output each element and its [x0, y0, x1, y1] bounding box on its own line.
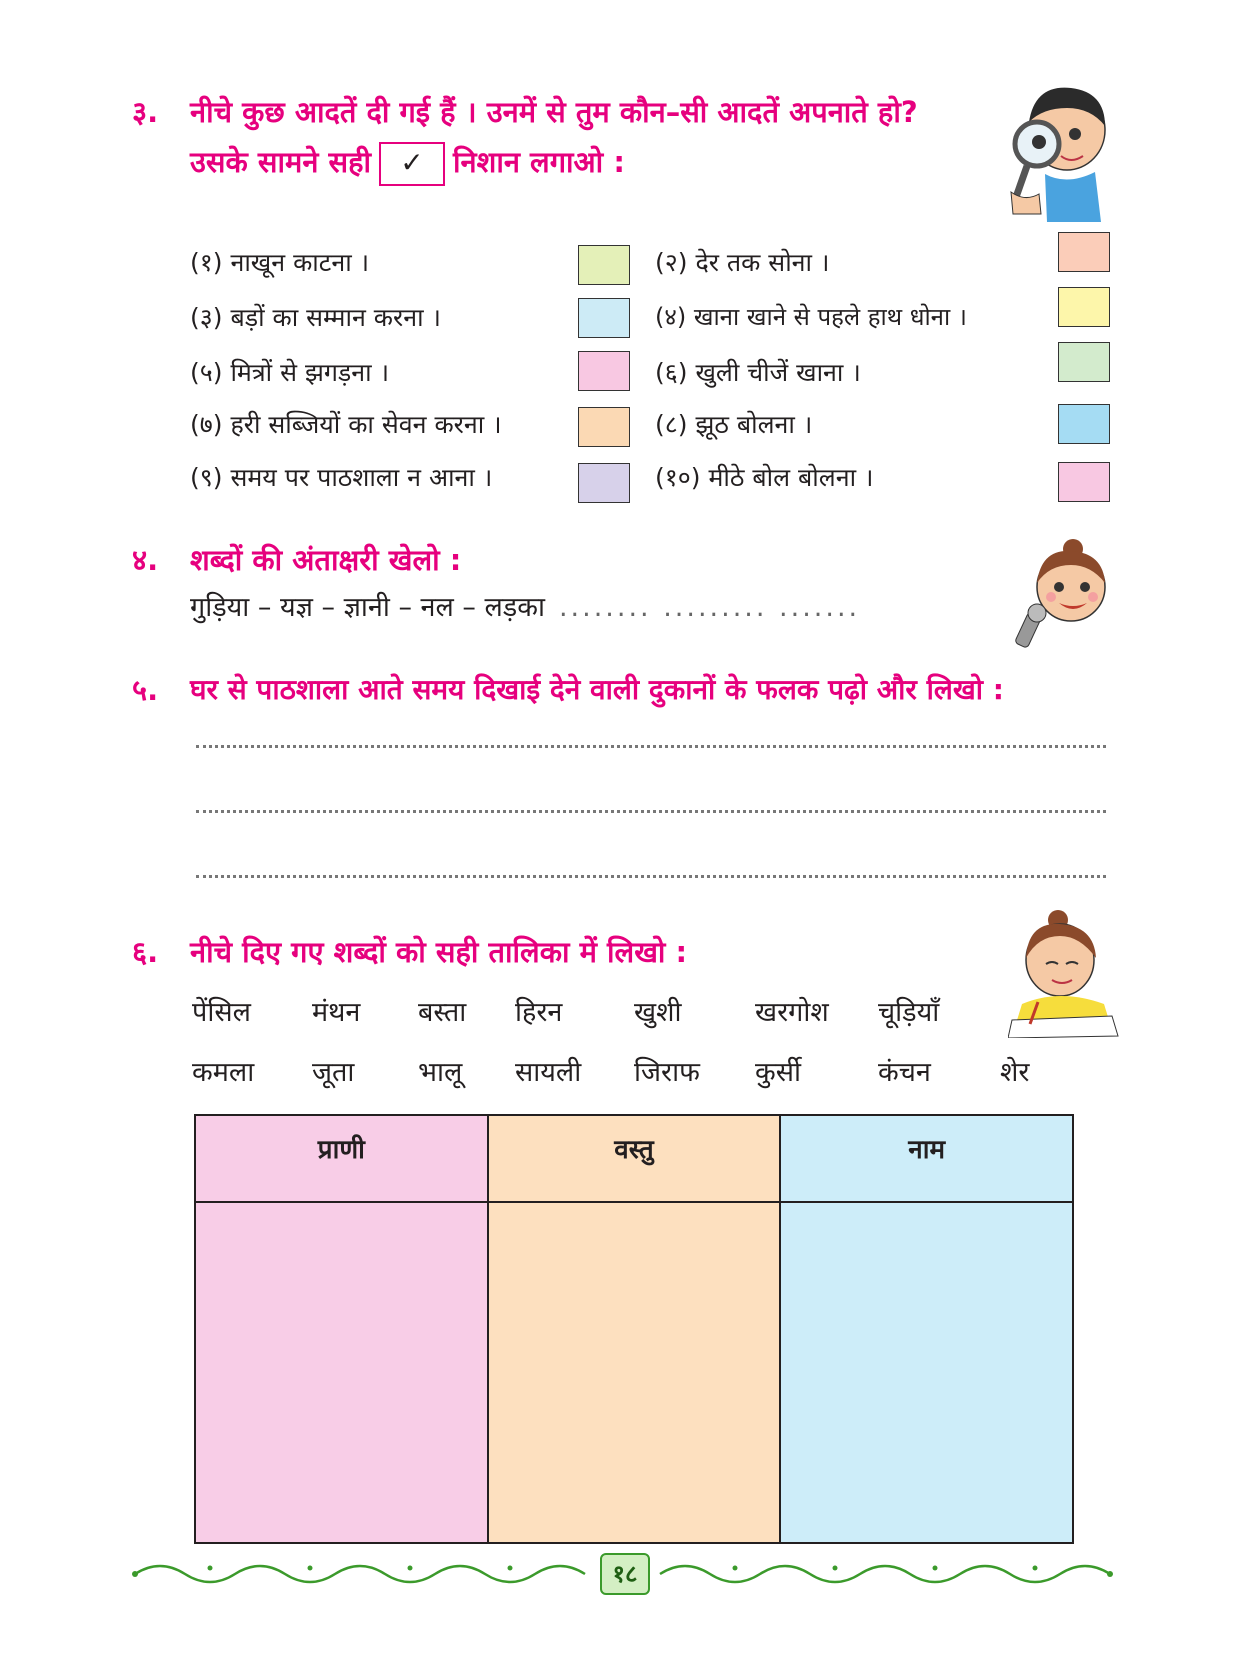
word-kanchan: कंचन — [878, 1057, 931, 1088]
habit-checkbox-7[interactable] — [578, 407, 630, 447]
classification-table — [194, 1114, 1074, 1544]
word-hiran: हिरन — [515, 997, 563, 1028]
q6-title: नीचे दिए गए शब्दों को सही तालिका में लिखो : — [190, 935, 688, 969]
q3-instruction-line2 — [190, 142, 625, 186]
word-bhalu: भालू — [418, 1057, 463, 1088]
q3-line2-before: उसके सामने सही — [190, 145, 372, 179]
word-giraffe: जिराफ — [634, 1057, 700, 1088]
word-khushi: खुशी — [634, 997, 682, 1028]
habit-item-9: (९) समय पर पाठशाला न आना । — [190, 463, 493, 492]
habit-item-2: (२) देर तक सोना । — [655, 248, 830, 277]
q5-title: घर से पाठशाला आते समय दिखाई देने वाली दुकानों के फलक पढ़ो और लिखो : — [190, 673, 1004, 706]
q4-title: शब्दों की अंताक्षरी खेलो : — [190, 543, 462, 577]
answer-line-1[interactable] — [196, 745, 1106, 748]
word-pencil: पेंसिल — [192, 997, 251, 1028]
word-chudiyan: चूड़ियाँ — [878, 997, 940, 1028]
habit-checkbox-10[interactable] — [1058, 462, 1110, 502]
word-manthan: मंथन — [312, 997, 361, 1028]
antakshari-chain — [190, 587, 860, 624]
habit-item-7: (७) हरी सब्जियों का सेवन करना । — [190, 410, 502, 439]
habit-checkbox-4[interactable] — [1058, 287, 1110, 327]
antakshari-words: गुड़िया – यज्ञ – ज्ञानी – नल – लड़का — [190, 592, 545, 623]
habit-checkbox-9[interactable] — [578, 463, 630, 503]
cell-prani[interactable] — [195, 1202, 488, 1543]
girl-writing-illustration — [1008, 908, 1120, 1038]
cell-naam[interactable] — [780, 1202, 1073, 1543]
habit-checkbox-2[interactable] — [1058, 232, 1110, 272]
habit-checkbox-8[interactable] — [1058, 404, 1110, 444]
boy-magnifier-illustration — [1005, 82, 1115, 222]
answer-line-3[interactable] — [196, 875, 1106, 878]
habit-item-10: (१०) मीठे बोल बोलना । — [655, 463, 874, 492]
word-sher: शेर — [1000, 1057, 1030, 1088]
word-khargosh: खरगोश — [755, 997, 829, 1028]
q3-line2-after: निशान लगाओ : — [453, 145, 625, 179]
q6-number: ६. — [132, 935, 159, 969]
header-vastu: वस्तु — [488, 1115, 781, 1202]
habit-item-8: (८) झूठ बोलना । — [655, 410, 813, 439]
answer-line-2[interactable] — [196, 810, 1106, 813]
habit-item-1: (१) नाखून काटना । — [190, 248, 370, 277]
habit-item-3: (३) बड़ों का सम्मान करना । — [190, 303, 441, 332]
habit-checkbox-5[interactable] — [578, 351, 630, 391]
word-kamla: कमला — [192, 1057, 255, 1088]
word-kursi: कुर्सी — [755, 1057, 801, 1088]
q5-number: ५. — [132, 673, 159, 707]
habit-checkbox-1[interactable] — [578, 245, 630, 285]
q3-instruction-line1: नीचे कुछ आदतें दी गई हैं । उनमें से तुम कौन–सी आदतें अपनाते हो? — [190, 95, 918, 129]
tick-sample-box: ✓ — [379, 142, 445, 186]
habit-checkbox-6[interactable] — [1058, 342, 1110, 382]
antakshari-blanks[interactable]: ........ ......... ....... — [558, 592, 861, 623]
habit-item-6: (६) खुली चीजें खाना । — [655, 358, 861, 387]
habit-checkbox-3[interactable] — [578, 298, 630, 338]
header-prani: प्राणी — [195, 1115, 488, 1202]
page-number: १८ — [600, 1553, 650, 1595]
header-naam: नाम — [780, 1115, 1073, 1202]
word-basta: बस्ता — [418, 997, 467, 1028]
habit-item-5: (५) मित्रों से झगड़ना । — [190, 358, 390, 387]
q3-number: ३. — [132, 95, 159, 129]
word-joota: जूता — [312, 1057, 355, 1088]
word-sayli: सायली — [515, 1057, 582, 1088]
girl-microphone-illustration — [1015, 535, 1115, 650]
cell-vastu[interactable] — [488, 1202, 781, 1543]
q4-number: ४. — [132, 543, 159, 577]
habit-item-4: (४) खाना खाने से पहले हाथ धोना । — [655, 303, 967, 331]
